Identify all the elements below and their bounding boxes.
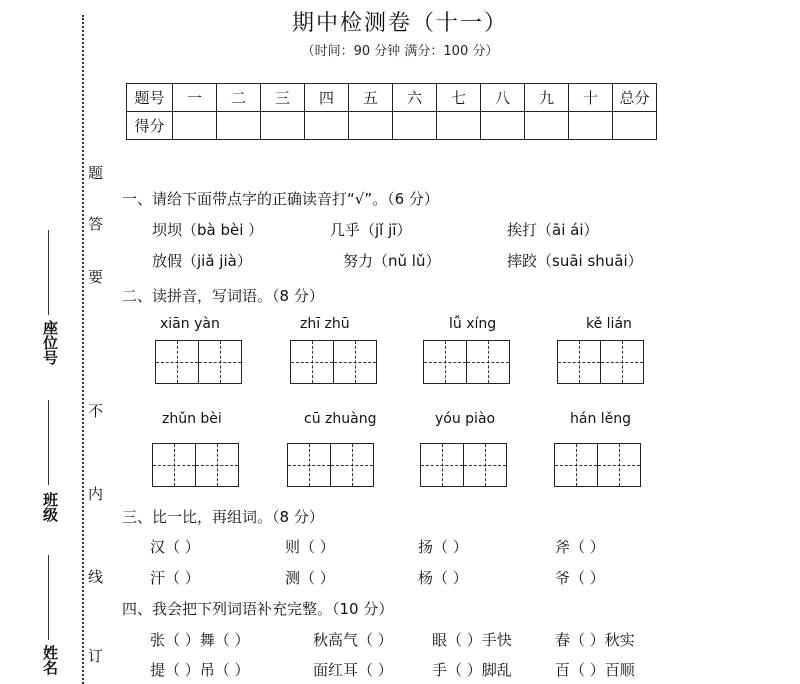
pronunciation-item[interactable]: 努力（nǔ lǔ） bbox=[343, 252, 441, 270]
compare-item[interactable]: 测（ ） bbox=[285, 569, 335, 587]
pronunciation-item[interactable]: 几乎（jǐ jī） bbox=[330, 221, 412, 239]
writing-cell[interactable] bbox=[466, 340, 510, 384]
question-number: 九 bbox=[525, 84, 569, 112]
idiom-item[interactable]: 百（ ）百顺 bbox=[555, 661, 635, 679]
writing-cell[interactable] bbox=[198, 340, 242, 384]
writing-grid[interactable] bbox=[155, 340, 240, 384]
score-cell[interactable] bbox=[613, 112, 657, 140]
writing-cell[interactable] bbox=[463, 443, 507, 487]
writing-grid[interactable] bbox=[423, 340, 508, 384]
writing-grid[interactable] bbox=[420, 443, 505, 487]
name-underline bbox=[48, 555, 49, 640]
writing-cell[interactable] bbox=[554, 443, 598, 487]
writing-cell[interactable] bbox=[330, 443, 374, 487]
score-table bbox=[126, 83, 657, 140]
score-cell[interactable] bbox=[349, 112, 393, 140]
question-number: 七 bbox=[437, 84, 481, 112]
compare-item[interactable]: 爷（ ） bbox=[555, 569, 605, 587]
row-label: 题号 bbox=[127, 84, 173, 112]
section-3-title: 三、比一比，再组词。（8 分） bbox=[122, 508, 324, 526]
pronunciation-item[interactable]: 挨打（āi ái） bbox=[507, 221, 599, 239]
writing-cell[interactable] bbox=[195, 443, 239, 487]
question-number: 一 bbox=[173, 84, 217, 112]
idiom-item[interactable]: 春（ ）秋实 bbox=[555, 631, 635, 649]
total-score-header: 总分 bbox=[613, 84, 657, 112]
writing-cell[interactable] bbox=[287, 443, 331, 487]
writing-grid[interactable] bbox=[554, 443, 639, 487]
question-number: 八 bbox=[481, 84, 525, 112]
pinyin-label: zhī zhū bbox=[300, 316, 350, 332]
score-cell[interactable] bbox=[261, 112, 305, 140]
idiom-item[interactable]: 张（ ）舞（ ） bbox=[150, 631, 250, 649]
margin-char: 答 bbox=[88, 215, 104, 233]
seat-number-label: 座位号 bbox=[41, 320, 59, 365]
compare-item[interactable]: 汉（ ） bbox=[150, 538, 200, 556]
margin-char: 要 bbox=[88, 268, 104, 286]
score-cell[interactable] bbox=[569, 112, 613, 140]
binding-dotted-line bbox=[82, 15, 84, 684]
writing-cell[interactable] bbox=[333, 340, 377, 384]
writing-cell[interactable] bbox=[600, 340, 644, 384]
score-cell[interactable] bbox=[525, 112, 569, 140]
question-number: 十 bbox=[569, 84, 613, 112]
section-2-title: 二、读拼音，写词语。（8 分） bbox=[122, 287, 324, 305]
score-cell[interactable] bbox=[393, 112, 437, 140]
question-number: 六 bbox=[393, 84, 437, 112]
pronunciation-item[interactable]: 坝坝（bà bèi ） bbox=[152, 221, 264, 239]
writing-cell[interactable] bbox=[597, 443, 641, 487]
idiom-item[interactable]: 手（ ）脚乱 bbox=[432, 661, 512, 679]
compare-item[interactable]: 则（ ） bbox=[285, 538, 335, 556]
writing-cell[interactable] bbox=[152, 443, 196, 487]
pinyin-label: hán lěng bbox=[570, 411, 632, 427]
compare-item[interactable]: 扬（ ） bbox=[418, 538, 468, 556]
writing-grid[interactable] bbox=[557, 340, 642, 384]
writing-grid[interactable] bbox=[152, 443, 237, 487]
pinyin-label: zhǔn bèi bbox=[162, 411, 222, 427]
pinyin-label: cū zhuàng bbox=[304, 411, 377, 427]
question-number: 二 bbox=[217, 84, 261, 112]
pronunciation-item[interactable]: 放假（jiǎ jià） bbox=[152, 252, 252, 270]
name-label: 姓名 bbox=[41, 645, 59, 675]
compare-item[interactable]: 斧（ ） bbox=[555, 538, 605, 556]
writing-cell[interactable] bbox=[423, 340, 467, 384]
margin-char: 不 bbox=[88, 402, 104, 420]
page-title: 期中检测卷（十一） bbox=[291, 11, 508, 36]
section-1-title: 一、请给下面带点字的正确读音打“√”。（6 分） bbox=[122, 190, 439, 208]
idiom-item[interactable]: 秋高气（ ） bbox=[313, 631, 393, 649]
idiom-item[interactable]: 提（ ）吊（ ） bbox=[150, 661, 250, 679]
score-cell[interactable] bbox=[305, 112, 349, 140]
question-number: 四 bbox=[305, 84, 349, 112]
writing-cell[interactable] bbox=[557, 340, 601, 384]
margin-char: 题 bbox=[88, 164, 104, 182]
writing-grid[interactable] bbox=[290, 340, 375, 384]
margin-char: 订 bbox=[88, 647, 104, 665]
class-label: 班级 bbox=[41, 492, 59, 522]
pinyin-label: kě lián bbox=[586, 316, 632, 332]
row-label: 得分 bbox=[127, 112, 173, 140]
pinyin-label: lǚ xíng bbox=[449, 316, 497, 332]
compare-item[interactable]: 杨（ ） bbox=[418, 569, 468, 587]
writing-grid[interactable] bbox=[287, 443, 372, 487]
idiom-item[interactable]: 面红耳（ ） bbox=[313, 661, 393, 679]
compare-item[interactable]: 汗（ ） bbox=[150, 569, 200, 587]
score-cell[interactable] bbox=[437, 112, 481, 140]
score-cell[interactable] bbox=[173, 112, 217, 140]
pronunciation-item[interactable]: 摔跤（suāi shuāi） bbox=[507, 252, 643, 270]
score-table-header-row bbox=[127, 84, 657, 112]
pinyin-label: xiān yàn bbox=[160, 316, 220, 332]
section-4-title: 四、我会把下列词语补充完整。（10 分） bbox=[122, 600, 394, 618]
score-table-score-row bbox=[127, 112, 657, 140]
idiom-item[interactable]: 眼（ ）手快 bbox=[432, 631, 512, 649]
seat-number-underline bbox=[48, 230, 49, 315]
pinyin-label: yóu piào bbox=[435, 411, 496, 427]
score-cell[interactable] bbox=[217, 112, 261, 140]
margin-char: 线 bbox=[88, 568, 104, 586]
writing-cell[interactable] bbox=[290, 340, 334, 384]
question-number: 三 bbox=[261, 84, 305, 112]
score-cell[interactable] bbox=[481, 112, 525, 140]
exam-subtitle: （时间：90 分钟 满分：100 分） bbox=[301, 44, 499, 59]
question-number: 五 bbox=[349, 84, 393, 112]
class-underline bbox=[48, 400, 49, 485]
margin-char: 内 bbox=[88, 485, 104, 503]
writing-cell[interactable] bbox=[420, 443, 464, 487]
writing-cell[interactable] bbox=[155, 340, 199, 384]
